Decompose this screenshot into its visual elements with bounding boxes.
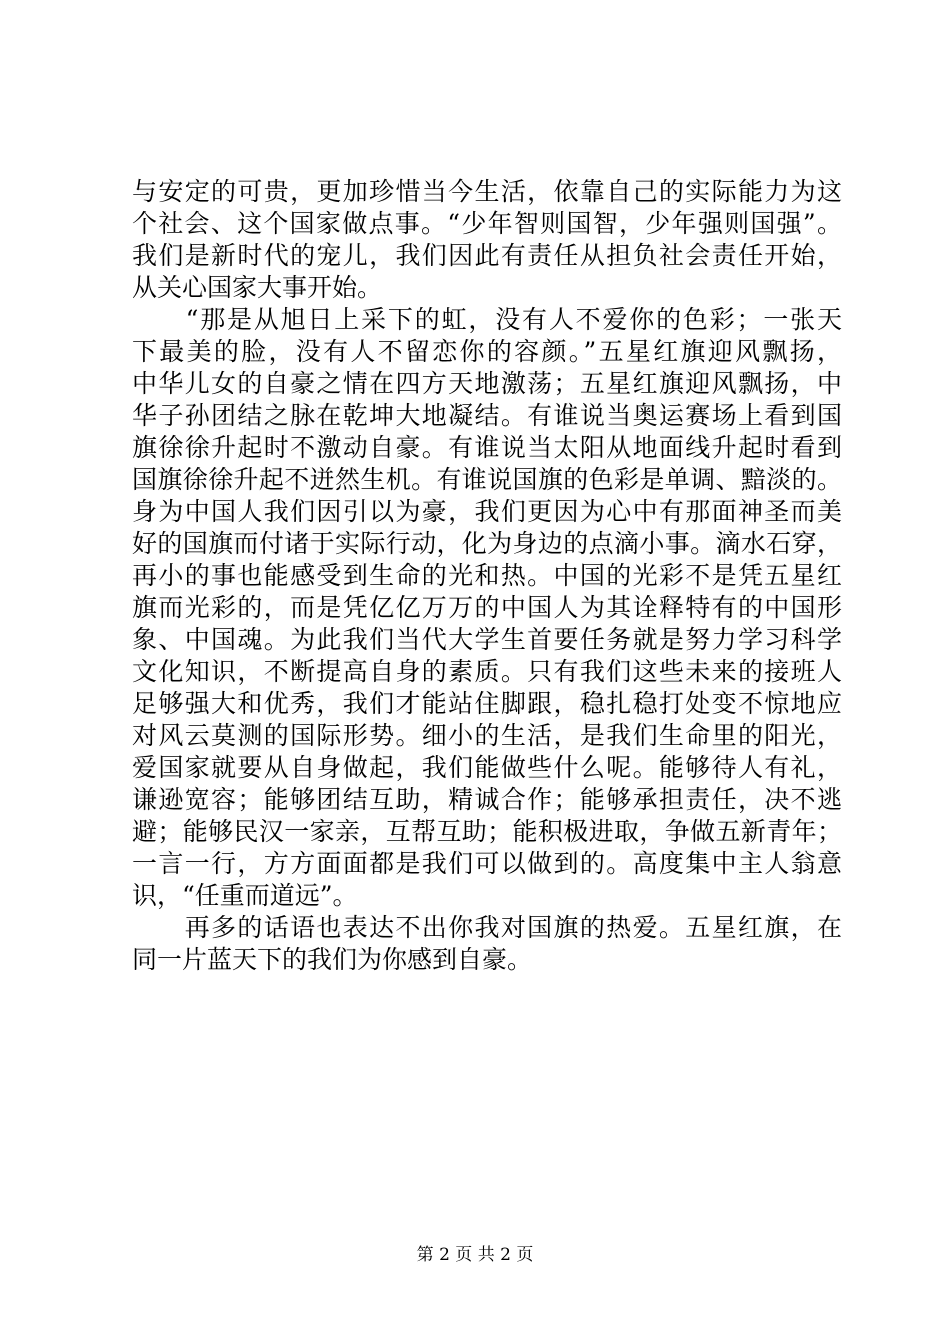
body-text xyxy=(132,176,842,976)
text-line: 从关心国家大事开始。 xyxy=(132,273,383,302)
text-line: 象、中国魂。为此我们当代大学生首要任务就是努力学习科学 xyxy=(132,625,842,654)
text-line: 避；能够民汉一家亲，互帮互助；能积极进取，争做五新青年； xyxy=(132,817,842,846)
text-line: 一言一行，方方面面都是我们可以做到的。高度集中主人翁意 xyxy=(132,849,842,878)
text-line: 同一片蓝天下的我们为你感到自豪。 xyxy=(132,945,533,974)
text-line: 华子孙团结之脉在乾坤大地凝结。有谁说当奥运赛场上看到国 xyxy=(132,401,842,430)
text-line: 下最美的脸，没有人不留恋你的容颜。”五星红旗迎风飘扬， xyxy=(132,337,842,366)
text-line: 我们是新时代的宠儿，我们因此有责任从担负社会责任开始， xyxy=(132,241,842,270)
text-line: 对风云莫测的国际形势。细小的生活，是我们生命里的阳光， xyxy=(132,721,842,750)
text-line: 国旗徐徐升起不迸然生机。有谁说国旗的色彩是单调、黯淡的。 xyxy=(132,465,842,494)
text-line: 旗徐徐升起时不激动自豪。有谁说当太阳从地面线升起时看到 xyxy=(132,433,842,462)
text-line: 再多的话语也表达不出你我对国旗的热爱。五星红旗，在 xyxy=(132,913,842,942)
text-line: 文化知识，不断提高自身的素质。只有我们这些未来的接班人 xyxy=(132,657,842,686)
text-line: 谦逊宽容；能够团结互助，精诚合作；能够承担责任，决不逃 xyxy=(132,785,842,814)
text-line: 身为中国人我们因引以为豪，我们更因为心中有那面神圣而美 xyxy=(132,497,842,526)
page-number: 第 2 页 共 2 页 xyxy=(416,1245,534,1265)
text-line: 识，“任重而道远”。 xyxy=(132,881,358,910)
text-line: 个社会、这个国家做点事。“少年智则国智，少年强则国强”。 xyxy=(132,209,842,238)
text-line: 足够强大和优秀，我们才能站住脚跟，稳扎稳打处变不惊地应 xyxy=(132,689,842,718)
text-line: 旗而光彩的，而是凭亿亿万万的中国人为其诠释特有的中国形 xyxy=(132,593,842,622)
text-line: 好的国旗而付诸于实际行动，化为身边的点滴小事。滴水石穿， xyxy=(132,529,842,558)
text-line: 再小的事也能感受到生命的光和热。中国的光彩不是凭五星红 xyxy=(132,561,842,590)
text-line: 与安定的可贵，更加珍惜当今生活，依靠自己的实际能力为这 xyxy=(132,177,842,206)
text-line: 中华儿女的自豪之情在四方天地激荡；五星红旗迎风飘扬，中 xyxy=(132,369,842,398)
text-line: 爱国家就要从自身做起，我们能做些什么呢。能够待人有礼， xyxy=(132,753,842,782)
page-footer xyxy=(0,1244,950,1266)
text-line: “那是从旭日上采下的虹，没有人不爱你的色彩；一张天 xyxy=(132,305,842,334)
